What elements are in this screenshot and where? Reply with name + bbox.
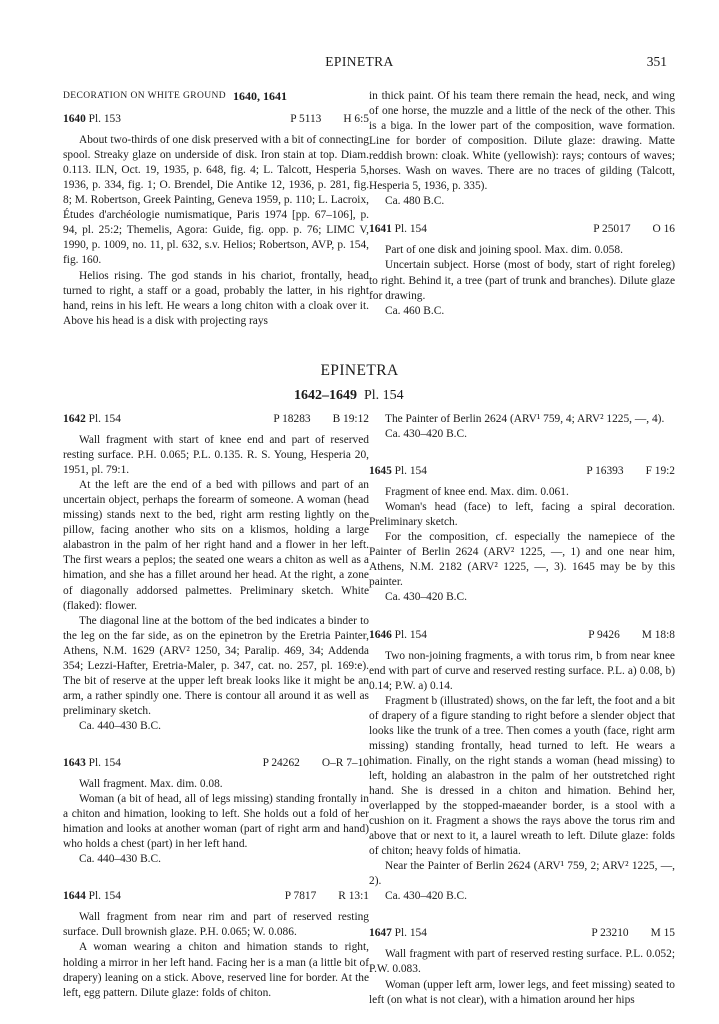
entry-text: Woman (a bit of head, all of legs missing) standing frontally in a chiton and himation, looking to left. She holds out a fold of her himation and looks at another woman (part of right arm and hand) who holds a chest (part) in her left hand. [63,793,369,851]
entry-text: The Painter of Berlin 2624 (ARV¹ 759, 4; ARV² 1225, —, 4). [385,413,665,425]
entry-date: Ca. 480 B.C. [385,195,445,208]
entry-text: Wall fragment from near rim and part of reserved resting surface. Dull brownish glaze. P.H. 0.065; W. 0.086. [63,911,369,939]
entry-heading-1640 [63,112,369,127]
entry-number: 1646 [369,628,392,641]
entry-number: 1642 [63,413,86,425]
entry-number: 1643 [63,756,86,769]
entry-date: Ca. 430–420 B.C. [385,428,467,441]
section-label: DECORATION ON WHITE GROUND [63,91,227,101]
column-bottom-left [63,412,369,1001]
entry-heading-1645 [369,464,675,479]
catalogue-range: 1642–1649 [294,388,357,403]
entry-text: Fragment of knee end. Max. dim. 0.061. [385,486,569,499]
deposit-location: R 13:1 [338,890,369,903]
plate-ref: Pl. 154 [364,388,404,403]
plate-ref: Pl. 154 [394,223,427,236]
entry-text: Part of one disk and joining spool. Max. dim. 0.058. [385,244,623,257]
entry-heading-1647 [369,926,675,941]
entry-number: 1644 [63,890,86,903]
entry-text: Uncertain subject. Horse (most of body, start of right foreleg) to right. Behind it, a tree (part of trunk and branches). Dilute glaze for drawing. [369,259,675,302]
deposit-location: M 15 [650,927,675,940]
inventory-number: P 16393 [586,465,624,478]
column-top-left [63,89,369,329]
plate-ref: Pl. 154 [88,413,121,425]
deposit-location: B 19:12 [332,413,369,425]
deposit-location: O–R 7–10 [321,756,369,769]
plate-ref: Pl. 154 [394,927,427,940]
entry-text: Woman (upper left arm, lower legs, and feet missing) seated to left (on what is not clear), with a himation around her hips [369,978,675,1006]
inventory-number: P 18283 [273,413,311,425]
page-number: 351 [646,54,667,69]
entry-heading-1641 [369,222,675,237]
entry-heading-1646 [369,628,675,643]
inventory-number: P 25017 [593,223,631,236]
entry-text: Helios rising. The god stands in his chariot, frontally, head turned to right, a staff or a goad, probably the latter, in his right hand, reins in his left. He wears a long chiton with a cloak over it. Above his head is a disk with projecting rays [63,269,369,327]
entry-date: Ca. 460 B.C. [385,304,445,317]
entry-text: Wall fragment with part of reserved resting surface. P.L. 0.052; P.W. 0.083. [369,948,675,976]
entry-date: Ca. 430–420 B.C. [385,591,467,604]
entry-number: 1640 [63,113,86,126]
entry-text: The diagonal line at the bottom of the bed indicates a binder to the leg on the far side, as on the epinetron by the Eretria Painter, Athens, N.M. 1629 (ARV² 1250, 34; Paralip. 469, 34; Addenda 354; Lezzi-Hafter, Eretria-Maler, p. 347, cat. no. 257, pl. 169:e). The bit of reserve at the upper left break looks like it might be an arm, a rather spindly one. There is contour all around it as well as preliminary sketch. [63,614,369,717]
entry-number: 1647 [369,927,392,940]
section-numbers: 1640, 1641 [233,89,287,103]
inventory-number: P 24262 [262,756,300,769]
entry-text: At the left are the end of a bed with pillows and part of an uncertain object, perhaps the forearm of someone. A woman (head missing) stands next to the bed, right arm resting lightly on the pillow, facing another who sits on a klismos, holding a large alabastron in the palm of her right hand and a flower in her left. The first wears a peplos; the seated one wears a chiton as well as a himation, and she has a fillet around her head. At the right, a zone of diagonally addorsed palmettes. Preliminary sketch. White (flaked): flower. [63,479,369,612]
column-top-right [369,89,675,319]
entry-date: Ca. 430–420 B.C. [385,890,467,903]
entry-date: Ca. 440–430 B.C. [79,853,161,866]
entry-text: in thick paint. Of his team there remain the head, neck, and wing of one horse, the muzzle and a little of the neck of the other. This is a biga. In the lower part of the composition, wave formation. Line for border of composition. Dilute glaze: drawing. Matte reddish brown: cloak. White (yellowish): rays; contours of waves; horses. Wash on waves. There are no traces of gilding (Talcott, Hesperia 5, 1936, p. 335). [369,90,675,193]
plate-ref: Pl. 154 [394,628,427,641]
column-bottom-right [369,412,675,1008]
plate-ref: Pl. 154 [394,465,427,478]
deposit-location: O 16 [652,223,675,236]
plate-ref: Pl. 154 [88,756,121,769]
inventory-number: P 7817 [284,890,317,903]
plate-ref: Pl. 153 [88,113,121,126]
entry-number: 1645 [369,465,392,478]
entry-text: Near the Painter of Berlin 2624 (ARV¹ 759, 2; ARV² 1225, —, 2). [369,860,675,888]
inventory-number: P 23210 [591,927,629,940]
deposit-location: M 18:8 [641,628,675,641]
section-heading-white-ground [63,89,369,104]
section-title: EPINETRA [320,362,399,379]
plate-ref: Pl. 154 [88,890,121,903]
running-head: EPINETRA [325,54,394,69]
entry-text: About two-thirds of one disk preserved with a bit of connecting spool. Streaky glaze on underside of disk. Iron stain at top. Diam. 0.113. ILN, Oct. 19, 1935, p. 648, fig. 4; L. Talcott, Hesperia 5, 1936, p. 334, fig. 1; O. Brendel, Die Antike 12, 1936, p. 281, fig. 8; M. Robertson, Greek Painting, Geneva 1959, p. 110; L. Lacroix, Études d'archéologie numismatique, Paris 1974 [pp. 67–106], p. 94, pl. 25:2; Themelis, Agora: Guide, fig. opp. p. 76; LIMC V, 1990, p. 1009, no. 11, pl. 632, s.v. Helios; Robertson, AVP, p. 154, fig. 160. [63,134,369,267]
entry-number: 1641 [369,223,392,236]
deposit-location: H 6:5 [343,113,369,126]
entry-text: Wall fragment. Max. dim. 0.08. [79,778,223,791]
deposit-location: F 19:2 [645,465,675,478]
entry-text: A woman wearing a chiton and himation stands to right, holding a mirror in her left hand. Facing her is a man (a little bit of drapery) leaning on a stick. Above, reserved line for border. At the left, egg pattern. Dilute glaze: folds of chiton. [63,941,369,999]
inventory-number: P 5113 [290,113,322,126]
entry-date: Ca. 440–430 B.C. [79,719,161,732]
entry-text: For the composition, cf. especially the namepiece of the Painter of Berlin 2624 (ARV² 1225, —, 1) and one near him, Athens, N.M. 2182 (ARV² 1225, —, 3). 1645 may be by this painter. [369,531,675,589]
entry-heading-1642 [63,412,369,427]
entry-heading-1644 [63,889,369,904]
section-range [294,388,404,403]
entry-text: Two non-joining fragments, a with torus rim, b from near knee end with part of curve and reserved resting surface. P.L. a) 0.08, b) 0.14; P.W. a) 0.14. [369,649,675,692]
entry-text: Woman's head (face) to left, facing a spiral decoration. Preliminary sketch. [369,501,675,529]
entry-text: Wall fragment with start of knee end and part of reserved resting surface. P.H. 0.065; P.L. 0.135. R. S. Young, Hesperia 20, 1951, pl. 79:1. [63,434,369,477]
entry-heading-1643 [63,756,369,771]
inventory-number: P 9426 [588,628,620,641]
entry-text: Fragment b (illustrated) shows, on the far left, the foot and a bit of drapery of a figure standing to right before a slender object that looks like the trunk of a tree. Then comes a youth (face, right arm missing) standing frontally, head turned to left. He wears a himation. Finally, on the right stands a woman (head missing) to left, holding an alabastron in the palm of her outstretched right hand. She is dressed in a chiton and himation. Behind her, overlapped by the stopped-maeander border, is a stool with a cushion on it. Fragment a shows the rays above the torus rim and above that or next to it, a laurel wreath to left. Dilute glaze: folds of chiton; heavy folds of himatia. [369,694,675,858]
